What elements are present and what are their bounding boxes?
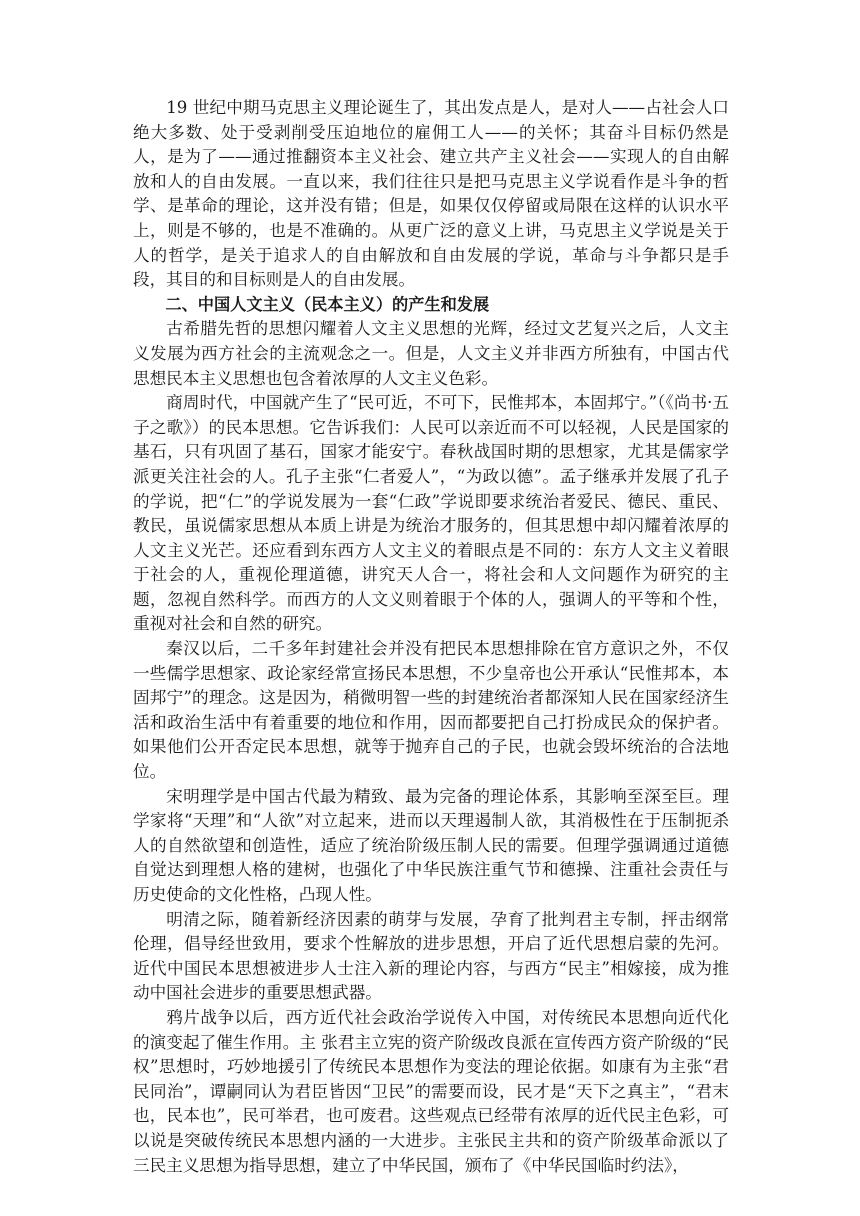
body-paragraph: 秦汉以后，二千多年封建社会并没有把民本思想排除在官方意识之外，不仅一些儒学思想家、政论家经常宣扬民本思想，不少皇帝也公开承认“民惟邦本，本固邦宁”的理念。这是因为，稍微明智一些的封建统治者都深知人民在国家经济生活和政治生活中有着重要的地位和作用，因而都要把自己打扮成民众的保护者。如果他们公开否定民本思想，就等于抛弃自己的子民，也就会毁坏统治的合法地位。 [133, 639, 729, 782]
intro-paragraph: 19 世纪中期马克思主义理论诞生了，其出发点是人，是对人——占社会人口绝大多数、处于受剥削受压迫地位的雇佣工人——的关怀；其奋斗目标仍然是人，是为了——通过推翻资本主义社会、建立共产主义社会——实现人的自由解放和人的自由发展。一直以来，我们往往只是把马克思主义学说看作是斗争的哲学、是革命的理论，这并没有错；但是，如果仅仅停留或局限在这样的认识水平上，则是不够的，也是不准确的。从更广泛的意义上讲，马克思主义学说是关于人的哲学，是关于追求人的自由解放和自由发展的学说，革命与斗争都只是手段，其目的和目标则是人的自由发展。 [133, 98, 729, 290]
body-paragraph: 商周时代，中国就产生了“民可近，不可下，民惟邦本，本固邦宁。”（《尚书·五子之歌》）的民本思想。它告诉我们：人民可以亲近而不可以轻视，人民是国家的基石，只有巩固了基石，国家才能安宁。春秋战国时期的思想家，尤其是儒家学派更关注社会的人。孔子主张“仁者爱人”，“为政以德”。孟子继承并发展了孔子的学说，把“仁”的学说发展为一套“仁政”学说即要求统治者爱民、德民、重民、教民，虽说儒家思想从本质上讲是为统治才服务的，但其思想中却闪耀着浓厚的人文主义光芒。还应看到东西方人文主义的着眼点是不同的：东方人文主义着眼于社会的人，重视伦理道德，讲究天人合一，将社会和人文问题作为研究的主题，忽视自然科学。而西方的人文义则着眼于个体的人，强调人的平等和个性，重视对社会和自然的研究。 [133, 393, 729, 634]
body-paragraph: 鸦片战争以后，西方近代社会政治学说传入中国，对传统民本思想向近代化的演变起了催生作用。主 张君主立宪的资产阶级改良派在宣传西方资产阶级的“民权”思想时，巧妙地援引了传统民本思想作为变法的理论依据。如康有为主张“君民同治”，谭嗣同认为君臣皆因“卫民”的需要而设，民才是“天下之真主”，“君末也，民本也”，民可举君，也可废君。这些观点已经带有浓厚的近代民主色彩，可以说是突破传统民本思想内涵的一大进步。主张民主共和的资产阶级革命派以了三民主义思想为指导思想，建立了中华民国，颁布了《中华民国临时约法》， [133, 1007, 729, 1175]
body-paragraph: 明清之际，随着新经济因素的萌芽与发展，孕育了批判君主专制，抨击纲常伦理，倡导经世致用，要求个性解放的进步思想，开启了近代思想启蒙的先河。近代中国民本思想被进步人士注入新的理论内容，与西方“民主”相嫁接，成为推动中国社会进步的重要思想武器。 [133, 909, 729, 1003]
section-heading: 二、中国人文主义（民本主义）的产生和发展 [165, 294, 490, 314]
body-paragraph: 宋明理学是中国古代最为精致、最为完备的理论体系，其影响至深至巨。理学家将“天理”和“人欲”对立起来，进而以天理遏制人欲，其消极性在于压制扼杀人的自然欲望和创造性，适应了统治阶级压制人民的需要。但理学强调通过道德自觉达到理想人格的建树，也强化了中华民族注重气节和德操、注重社会责任与历史使命的文化性格，凸现人性。 [133, 786, 729, 904]
document-page [133, 96, 729, 1178]
body-paragraph: 古希腊先哲的思想闪耀着人文主义思想的光辉，经过文艺复兴之后，人文主义发展为西方社会的主流观念之一。但是，人文主义并非西方所独有，中国古代思想民本主义思想也包含着浓厚的人文主义色彩。 [133, 319, 729, 388]
